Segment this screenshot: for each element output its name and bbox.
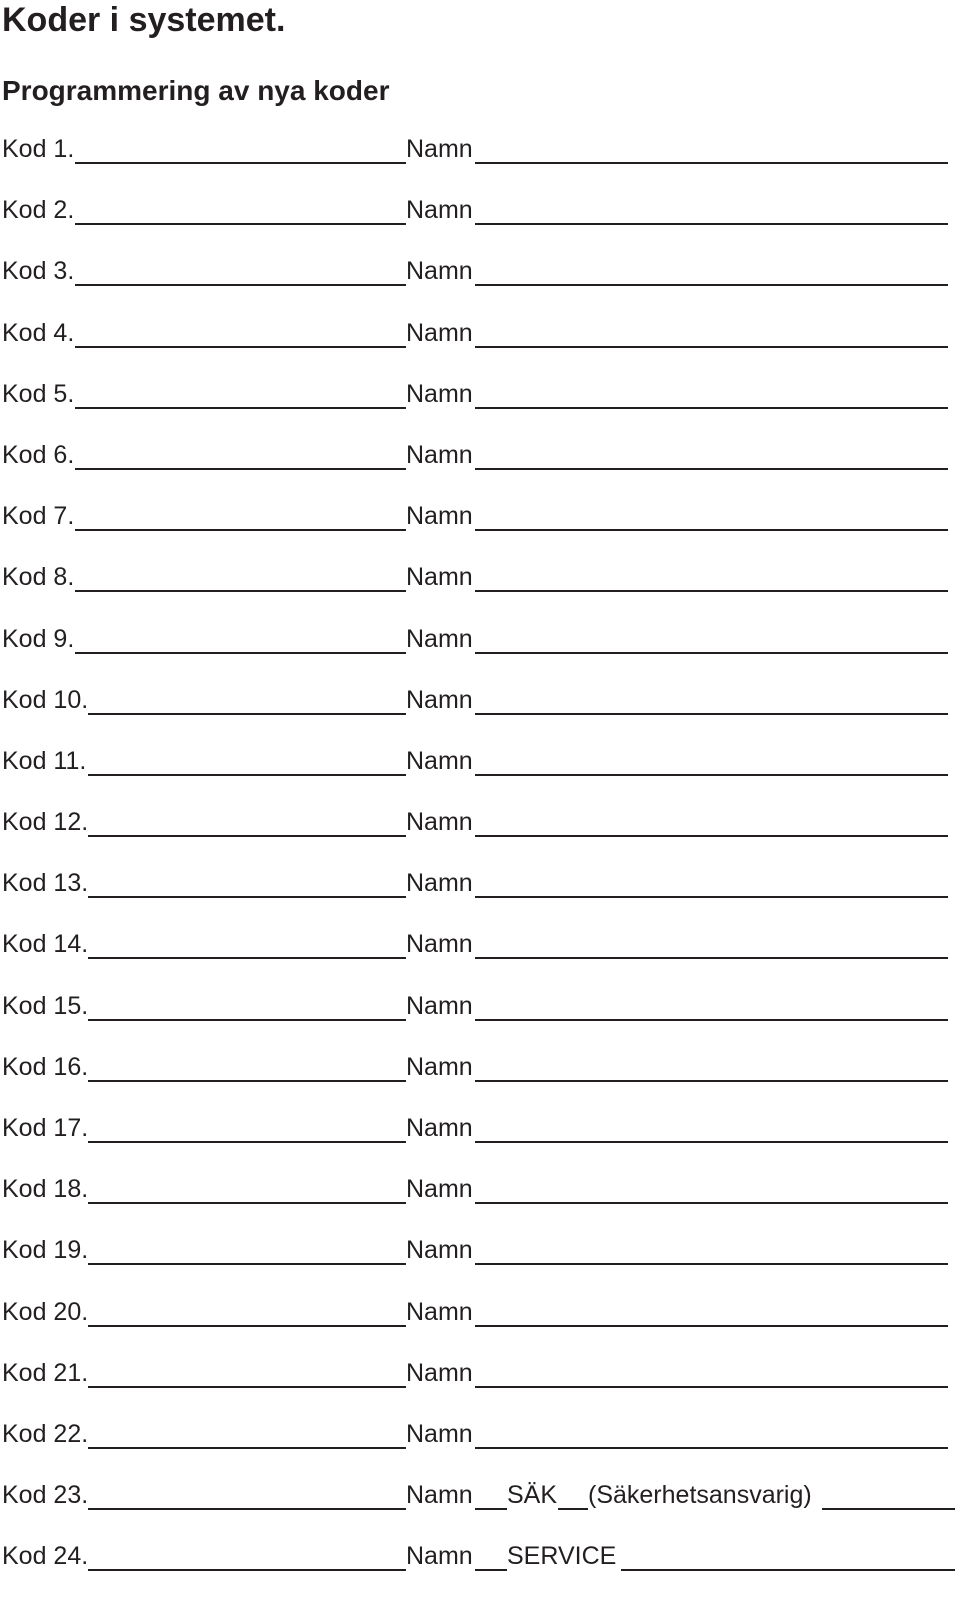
name-entry-line[interactable] [558, 1508, 588, 1510]
section-title: Programmering av nya koder [2, 75, 390, 106]
name-entry-line[interactable] [475, 468, 948, 470]
code-row [0, 679, 960, 740]
name-label: Namn [406, 1114, 473, 1142]
code-entry-line[interactable] [88, 896, 406, 898]
code-label: Kod 21. [2, 1358, 89, 1387]
code-label: Kod 23. [2, 1481, 89, 1510]
code-row [0, 618, 960, 679]
code-row [0, 1291, 960, 1352]
code-label: Kod 24. [2, 1542, 89, 1571]
code-label: Kod 4. [2, 318, 75, 347]
code-label: Kod 18. [2, 1175, 89, 1204]
code-label: Kod 7. [2, 502, 75, 531]
name-value: SÄK [507, 1481, 558, 1510]
name-entry-line[interactable] [475, 1080, 948, 1082]
code-entry-line[interactable] [75, 284, 406, 286]
code-label: Kod 19. [2, 1236, 89, 1265]
code-label: Kod 20. [2, 1297, 89, 1326]
code-list [0, 128, 960, 1597]
name-entry-line[interactable] [475, 1263, 948, 1265]
code-entry-line[interactable] [75, 652, 406, 654]
code-entry-line[interactable] [88, 957, 406, 959]
code-entry-line[interactable] [75, 162, 406, 164]
name-label: Namn [406, 1175, 473, 1204]
name-label: Namn [406, 685, 473, 714]
code-entry-line[interactable] [88, 1080, 406, 1082]
code-row [0, 801, 960, 862]
code-entry-line[interactable] [88, 1569, 406, 1571]
code-row [0, 1168, 960, 1229]
name-entry-line[interactable] [475, 223, 948, 225]
code-label: Kod 1. [2, 135, 75, 163]
name-label: Namn [406, 869, 473, 898]
name-label: Namn [406, 1236, 473, 1265]
name-entry-line[interactable] [475, 774, 948, 776]
name-label: Namn [406, 196, 473, 225]
page-title: Koder i systemet. [2, 1, 286, 39]
code-row [0, 189, 960, 250]
code-entry-line[interactable] [88, 713, 406, 715]
name-entry-line[interactable] [475, 1325, 948, 1327]
name-label: Namn [406, 1542, 473, 1571]
name-label: Namn [406, 440, 473, 469]
name-label: Namn [406, 624, 473, 653]
code-entry-line[interactable] [88, 1141, 406, 1143]
name-entry-line[interactable] [822, 1508, 955, 1510]
code-entry-line[interactable] [75, 590, 406, 592]
code-entry-line[interactable] [75, 346, 406, 348]
code-entry-line[interactable] [88, 1263, 406, 1265]
name-label: Namn [406, 1481, 473, 1510]
name-entry-line[interactable] [475, 162, 948, 164]
code-entry-line[interactable] [75, 468, 406, 470]
code-label: Kod 8. [2, 563, 75, 592]
code-row [0, 128, 960, 189]
name-label: Namn [406, 135, 473, 163]
code-row [0, 373, 960, 434]
code-label: Kod 10. [2, 685, 89, 714]
name-entry-line[interactable] [475, 1019, 948, 1021]
name-label: Namn [406, 1358, 473, 1387]
code-entry-line[interactable] [88, 835, 406, 837]
name-entry-line[interactable] [475, 407, 948, 409]
name-label: Namn [406, 379, 473, 408]
code-row [0, 495, 960, 556]
code-entry-line[interactable] [88, 1447, 406, 1449]
name-entry-line[interactable] [475, 835, 948, 837]
name-label: Namn [406, 1052, 473, 1081]
name-value: SERVICE [507, 1542, 617, 1571]
name-entry-line[interactable] [475, 1202, 948, 1204]
code-row [0, 1352, 960, 1413]
code-label: Kod 15. [2, 991, 89, 1020]
name-label: Namn [406, 502, 473, 531]
name-entry-line[interactable] [475, 1141, 948, 1143]
code-label: Kod 16. [2, 1052, 89, 1081]
code-entry-line[interactable] [88, 774, 406, 776]
name-entry-line[interactable] [475, 1569, 507, 1571]
code-label: Kod 5. [2, 379, 75, 408]
name-label: Namn [406, 1297, 473, 1326]
name-entry-line[interactable] [475, 346, 948, 348]
name-label: Namn [406, 746, 473, 775]
name-entry-line[interactable] [475, 652, 948, 654]
name-label: Namn [406, 1419, 473, 1448]
name-label: Namn [406, 991, 473, 1020]
code-row [0, 1046, 960, 1107]
code-label: Kod 3. [2, 257, 75, 286]
name-entry-line[interactable] [475, 896, 948, 898]
name-entry-line[interactable] [475, 1447, 948, 1449]
code-row [0, 1413, 960, 1474]
code-row [0, 312, 960, 373]
code-entry-line[interactable] [88, 1508, 406, 1510]
code-entry-line[interactable] [88, 1386, 406, 1388]
code-row [0, 923, 960, 984]
code-row [0, 985, 960, 1046]
name-label: Namn [406, 257, 473, 286]
name-entry-line[interactable] [475, 590, 948, 592]
name-entry-line[interactable] [475, 1508, 507, 1510]
code-label: Kod 11. [2, 746, 87, 775]
name-label: Namn [406, 563, 473, 592]
name-note: (Säkerhetsansvarig) [588, 1481, 812, 1510]
code-row [0, 862, 960, 923]
code-entry-line[interactable] [75, 529, 406, 531]
code-entry-line[interactable] [75, 223, 406, 225]
code-label: Kod 22. [2, 1419, 89, 1448]
code-label: Kod 6. [2, 440, 75, 469]
code-row [0, 1229, 960, 1290]
code-label: Kod 17. [2, 1114, 89, 1142]
code-entry-line[interactable] [88, 1325, 406, 1327]
name-entry-line[interactable] [475, 957, 948, 959]
name-label: Namn [406, 930, 473, 959]
code-row [0, 556, 960, 617]
code-label: Kod 2. [2, 196, 75, 225]
code-row [0, 250, 960, 311]
name-entry-line[interactable] [475, 529, 948, 531]
code-label: Kod 12. [2, 808, 89, 837]
code-row-service [0, 1535, 960, 1596]
name-entry-line[interactable] [621, 1569, 955, 1571]
code-label: Kod 9. [2, 624, 75, 653]
code-entry-line[interactable] [88, 1202, 406, 1204]
name-label: Namn [406, 808, 473, 837]
name-entry-line[interactable] [475, 713, 948, 715]
code-label: Kod 13. [2, 869, 89, 898]
name-label: Namn [406, 318, 473, 347]
code-row [0, 740, 960, 801]
code-row-sak [0, 1474, 960, 1535]
code-row [0, 434, 960, 495]
name-entry-line[interactable] [475, 1386, 948, 1388]
code-entry-line[interactable] [88, 1019, 406, 1021]
name-entry-line[interactable] [475, 284, 948, 286]
code-label: Kod 14. [2, 930, 89, 959]
code-entry-line[interactable] [75, 407, 406, 409]
code-row [0, 1107, 960, 1168]
